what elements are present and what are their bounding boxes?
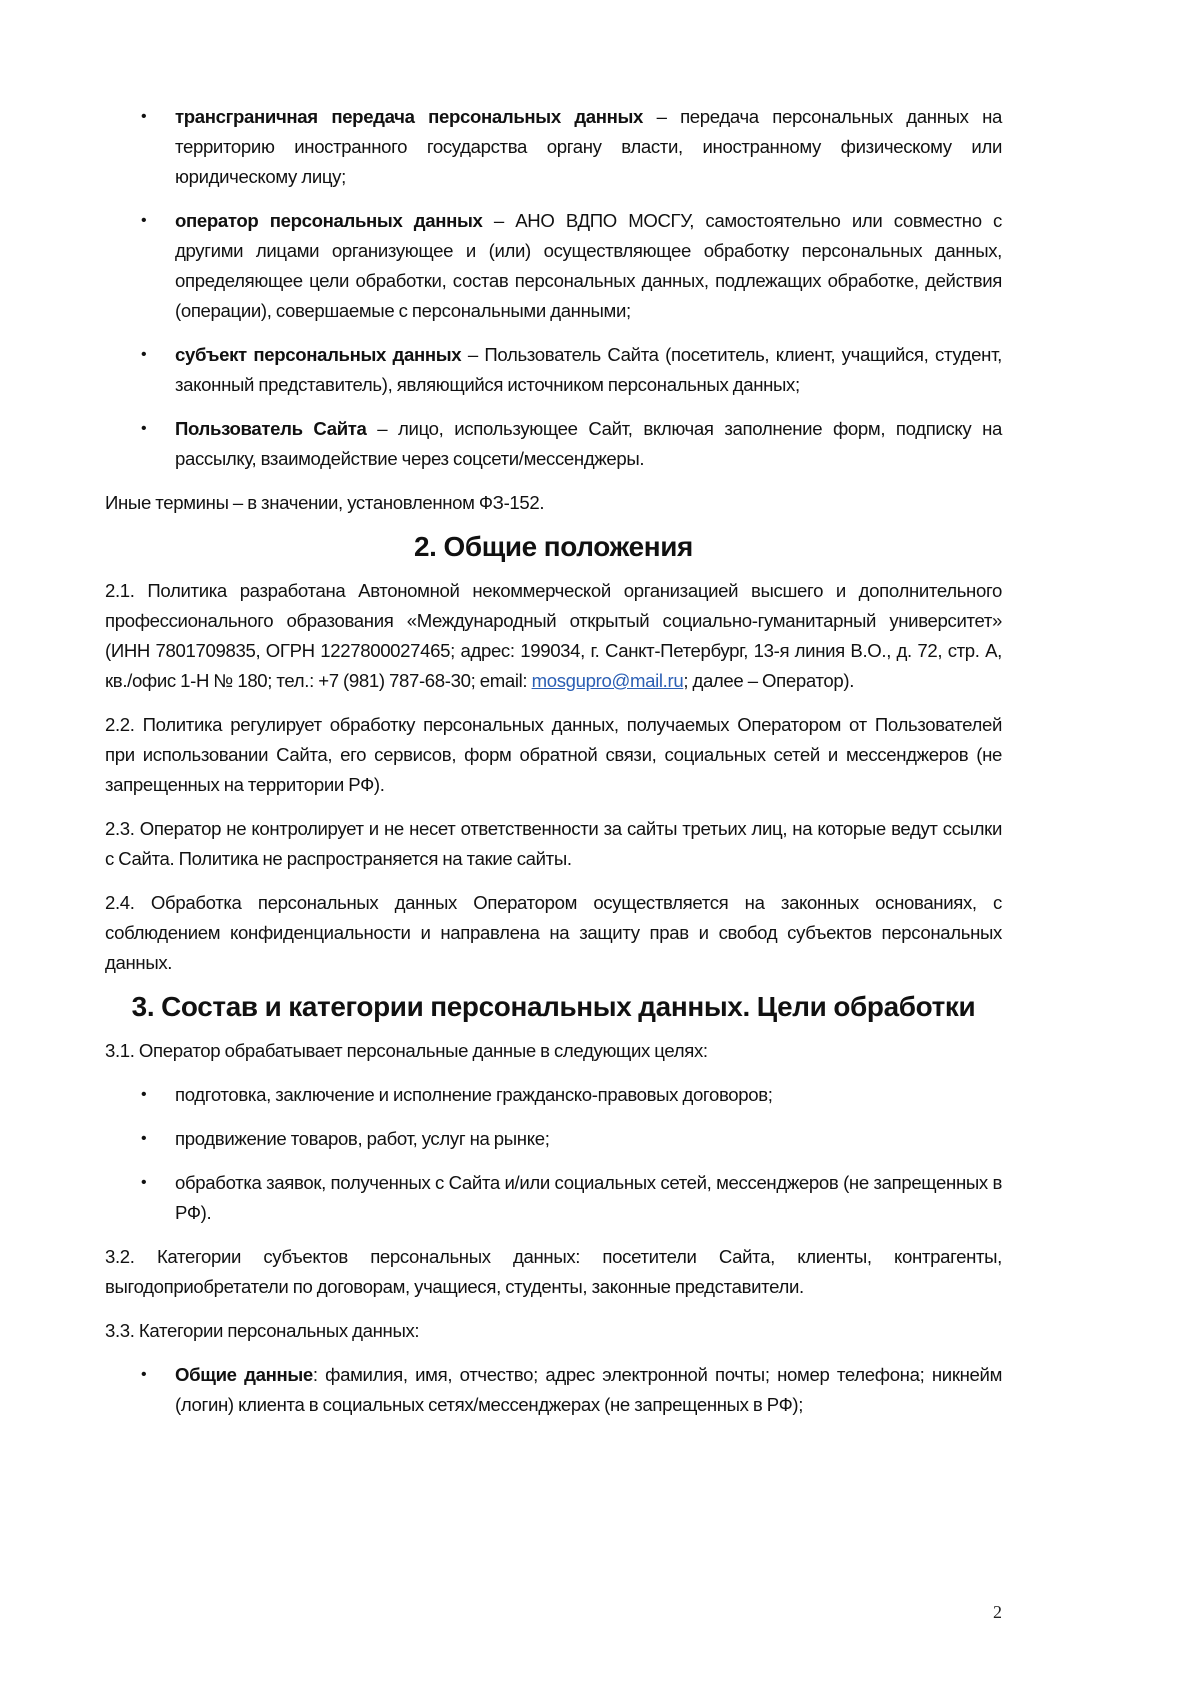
paragraph-2-3: 2.3. Оператор не контролирует и не несет ответственности за сайты третьих лиц, на которые ведут ссылки с Сайта. Политика не распространяется на такие сайты. (105, 818, 1002, 869)
email-link[interactable]: mosgupro@mail.ru (531, 670, 684, 691)
bullet-icon: • (141, 420, 147, 437)
categories-list (105, 1360, 1002, 1420)
definition-text: – АНО ВДПО МОСГУ, самостоятельно или совместно с другими лицами организующее и (или) осуществляющее обработку персональных данных, определяющее цели обработки, состав персональных данных, подлежащих обработке, действия (операции), совершаемые с персональными данными; (175, 210, 1002, 321)
bullet-icon: • (141, 108, 147, 125)
definitions-list (105, 102, 1002, 474)
paragraph-2-4: 2.4. Обработка персональных данных Оператором осуществляется на законных основаниях, с соблюдением конфиденциальности и направлена на защиту прав и свобод субъектов персональных данных. (105, 892, 1002, 973)
paragraph-2-2: 2.2. Политика регулирует обработку персональных данных, получаемых Оператором от Пользователей при использовании Сайта, его сервисов, форм обратной связи, социальных сетей и мессенджеров (не запрещенных на территории РФ). (105, 714, 1002, 795)
paragraph-2-1 (105, 576, 1002, 696)
goal-text: подготовка, заключение и исполнение гражданско-правовых договоров; (175, 1084, 773, 1105)
definition-text: – передача персональных данных на территорию иностранного государства органу власти, иностранному физическому или юридическому лицу; (175, 106, 1003, 187)
goal-text: продвижение товаров, работ, услуг на рынке; (175, 1128, 550, 1149)
paragraph-2-1-tail: ; далее – Оператор). (683, 670, 855, 691)
definition-item (105, 206, 1002, 326)
definition-text: – лицо, использующее Сайт, включая заполнение форм, подписку на рассылку, взаимодействие через соцсети/мессенджеры. (175, 418, 1003, 469)
document-page (105, 102, 1002, 1434)
definition-term: трансграничная передача персональных данных (175, 106, 644, 127)
paragraph-2-1-text: 2.1. Политика разработана Автономной некоммерческой организацией высшего и дополнительного профессионального образования «Международный открытый социально-гуманитарный университет» (ИНН 7801709835, ОГРН 1227800027465; адрес: 199034, г. Санкт-Петербург, 13-я линия В.О., д. 72, стр. А, кв./офис 1-Н № 180; тел.: +7 (981) 787-68-30; email: (105, 580, 1002, 691)
other-terms-paragraph: Иные термины – в значении, установленном ФЗ-152. (105, 492, 545, 513)
bullet-icon: • (141, 346, 147, 363)
section-2-heading: 2. Общие положения (414, 531, 693, 562)
bullet-icon: • (141, 212, 147, 229)
definition-item (105, 414, 1002, 474)
goal-item (105, 1168, 1002, 1228)
bullet-icon: • (141, 1366, 147, 1383)
definition-term: субъект персональных данных (175, 344, 462, 365)
category-item (105, 1360, 1002, 1420)
definition-text: – Пользователь Сайта (посетитель, клиент, учащийся, студент, законный представитель), являющийся источником персональных данных; (175, 344, 1002, 395)
paragraph-3-1: 3.1. Оператор обрабатывает персональные данные в следующих целях: (105, 1040, 708, 1061)
definition-item (105, 340, 1002, 400)
bullet-icon: • (141, 1086, 147, 1103)
bullet-icon: • (141, 1174, 147, 1191)
goal-item (105, 1080, 1002, 1110)
paragraph-3-2: 3.2. Категории субъектов персональных данных: посетители Сайта, клиенты, контрагенты, выгодоприобретатели по договорам, учащиеся, студенты, законные представители. (105, 1246, 1002, 1297)
category-text: : фамилия, имя, отчество; адрес электронной почты; номер телефона; никнейм (логин) клиента в социальных сетях/мессенджерах (не запрещенных в РФ); (175, 1364, 1003, 1415)
definition-item (105, 102, 1002, 192)
bullet-icon: • (141, 1130, 147, 1147)
paragraph-3-3: 3.3. Категории персональных данных: (105, 1320, 420, 1341)
section-3-heading: 3. Состав и категории персональных данных. Цели обработки (131, 991, 976, 1022)
page-number: 2 (993, 1602, 1002, 1622)
goal-item (105, 1124, 1002, 1154)
category-term: Общие данные (175, 1364, 313, 1385)
definition-term: Пользователь Сайта (175, 418, 367, 439)
goals-list (105, 1080, 1002, 1228)
goal-text: обработка заявок, полученных с Сайта и/или социальных сетей, мессенджеров (не запрещенных в РФ). (175, 1172, 1002, 1223)
definition-term: оператор персональных данных (175, 210, 483, 231)
